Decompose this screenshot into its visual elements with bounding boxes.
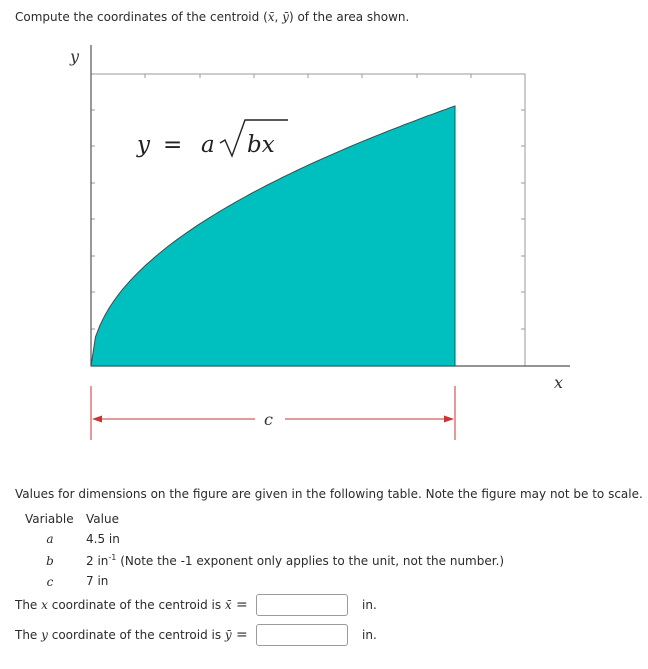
ybar-symbol: ȳ [282,10,289,24]
dimension-c-label: c [264,410,273,429]
dimension-c [91,386,455,440]
table-row-var: c [46,575,54,589]
y-axis-label: y [70,47,80,66]
y-unit: in. [362,628,377,642]
x-centroid-input[interactable] [256,594,348,616]
y-equals-sign: = [236,627,248,643]
table-row-var: a [46,532,54,546]
curve-equation [136,120,288,158]
x-equals-sign: = [236,597,248,613]
table-row-var: b [46,554,54,568]
svg-text:=: = [163,132,183,158]
table-intro: Values for dimensions on the figure are given in the following table. Note the figure may not be to scale. [15,487,643,501]
table-row-value: 7 in [86,574,109,588]
svg-text:bx: bx [247,132,275,158]
x-axis-label: x [554,373,564,392]
svg-text:a: a [201,132,215,158]
problem-prompt: Compute the coordinates of the centroid (x̄, ȳ) of the area shown. [15,10,410,24]
table-header-variable: Variable [25,512,74,526]
svg-text:y: y [137,132,150,158]
table-row-value: 4.5 in [86,532,120,546]
table-row-value: 2 $in^{-1}$ (Note the -1 exponent only applies to the unit, not the number.) [86,553,505,568]
table-header-value: Value [86,512,119,526]
y-centroid-input[interactable] [256,624,348,646]
xbar-symbol: x̄ [267,10,275,24]
x-unit: in. [362,598,377,612]
x-centroid-label: The x coordinate of the centroid is x̄ [15,598,232,612]
y-centroid-label: The y coordinate of the centroid is ȳ [15,628,232,642]
